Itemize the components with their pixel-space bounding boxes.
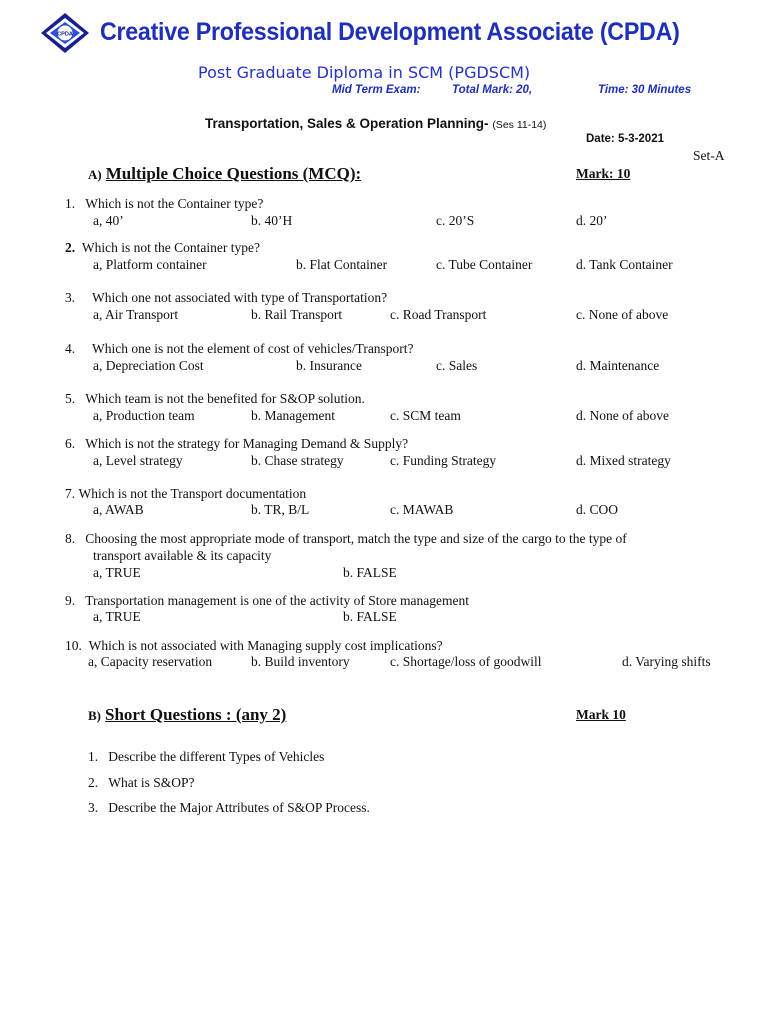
question-2: 2. Which is not the Container type? <box>65 240 260 255</box>
option: a, TRUE <box>93 609 141 624</box>
short-question-3: 3. Describe the Major Attributes of S&OP Process. <box>88 800 370 815</box>
option: a, Air Transport <box>93 307 179 322</box>
section-title: Short Questions : (any 2) <box>105 705 287 724</box>
program-title: Post Graduate Diploma in SCM (PGDSCM) <box>198 63 531 82</box>
subject-title: Transportation, Sales & Operation Planning- <box>205 116 489 131</box>
set-label: Set-A <box>693 148 725 163</box>
logo-text: CPDA <box>57 31 73 38</box>
option: d. Mixed strategy <box>576 453 671 468</box>
option: b. Chase strategy <box>251 453 344 468</box>
question-7: 7. Which is not the Transport documentation <box>65 486 307 501</box>
section-letter: B) <box>88 708 101 723</box>
option: c. SCM team <box>390 408 461 423</box>
short-question-2: 2. What is S&OP? <box>88 775 195 790</box>
option: c. Tube Container <box>436 257 533 272</box>
option: d. None of above <box>576 408 669 423</box>
option: a, Depreciation Cost <box>93 358 204 373</box>
option: b. Build inventory <box>251 654 350 669</box>
exam-type: Mid Term Exam: <box>332 84 421 96</box>
option: c. MAWAB <box>390 502 454 517</box>
option: b. 40’H <box>251 213 293 228</box>
option: c. Sales <box>436 358 478 373</box>
mcq-mark: Mark: 10 <box>576 166 631 181</box>
option: b. FALSE <box>343 565 397 580</box>
question-1: 1. Which is not the Container type? <box>65 196 264 211</box>
question-10: 10. Which is not associated with Managing supply cost implications? <box>65 638 443 653</box>
exam-date: Date: 5-3-2021 <box>586 133 664 145</box>
option: d. COO <box>576 502 619 517</box>
question-3: 3. Which one not associated with type of Transportation? <box>65 290 388 305</box>
question-8-continued: transport available & its capacity <box>93 548 272 563</box>
sessions: (Ses 11-14) <box>492 119 547 131</box>
cpda-logo <box>40 12 90 54</box>
question-9: 9. Transportation management is one of the activity of Store management <box>65 593 470 608</box>
org-name: Creative Professional Development Associate (CPDA) <box>100 18 680 46</box>
short-question-1: 1. Describe the different Types of Vehicles <box>88 749 325 764</box>
option: b. Rail Transport <box>251 307 343 322</box>
option: b. TR, B/L <box>251 502 310 517</box>
exam-time: Time: 30 Minutes <box>598 84 692 96</box>
option: a, AWAB <box>93 502 144 517</box>
option: d. Varying shifts <box>622 654 711 669</box>
total-mark: Total Mark: 20, <box>452 84 533 96</box>
section-title: Multiple Choice Questions (MCQ): <box>105 164 362 183</box>
option: d. 20’ <box>576 213 608 228</box>
question-8: 8. Choosing the most appropriate mode of transport, match the type and size of the cargo to the type of <box>65 531 627 546</box>
question-4: 4. Which one is not the element of cost of vehicles/Transport? <box>65 341 414 356</box>
option: d. Maintenance <box>576 358 660 373</box>
option: c. Shortage/loss of goodwill <box>390 654 542 669</box>
option: b. Insurance <box>296 358 362 373</box>
option: a, 40’ <box>93 213 124 228</box>
subject-line <box>205 116 546 131</box>
option: c. None of above <box>576 307 669 322</box>
option: c. Road Transport <box>390 307 487 322</box>
option: b. Flat Container <box>296 257 388 272</box>
short-mark: Mark 10 <box>576 707 626 722</box>
option: d. Tank Container <box>576 257 673 272</box>
option: a, Production team <box>93 408 195 423</box>
question-5: 5. Which team is not the benefited for S&OP solution. <box>65 391 365 406</box>
option: a, Platform container <box>93 257 207 272</box>
option: b. Management <box>251 408 335 423</box>
option: c. Funding Strategy <box>390 453 497 468</box>
mcq-heading <box>88 164 361 184</box>
short-heading <box>88 705 286 725</box>
option: c. 20’S <box>436 213 475 228</box>
question-6: 6. Which is not the strategy for Managing Demand & Supply? <box>65 436 409 451</box>
option: a, TRUE <box>93 565 141 580</box>
option: a, Level strategy <box>93 453 183 468</box>
section-letter: A) <box>88 167 102 182</box>
option: b. FALSE <box>343 609 397 624</box>
option: a, Capacity reservation <box>88 654 213 669</box>
